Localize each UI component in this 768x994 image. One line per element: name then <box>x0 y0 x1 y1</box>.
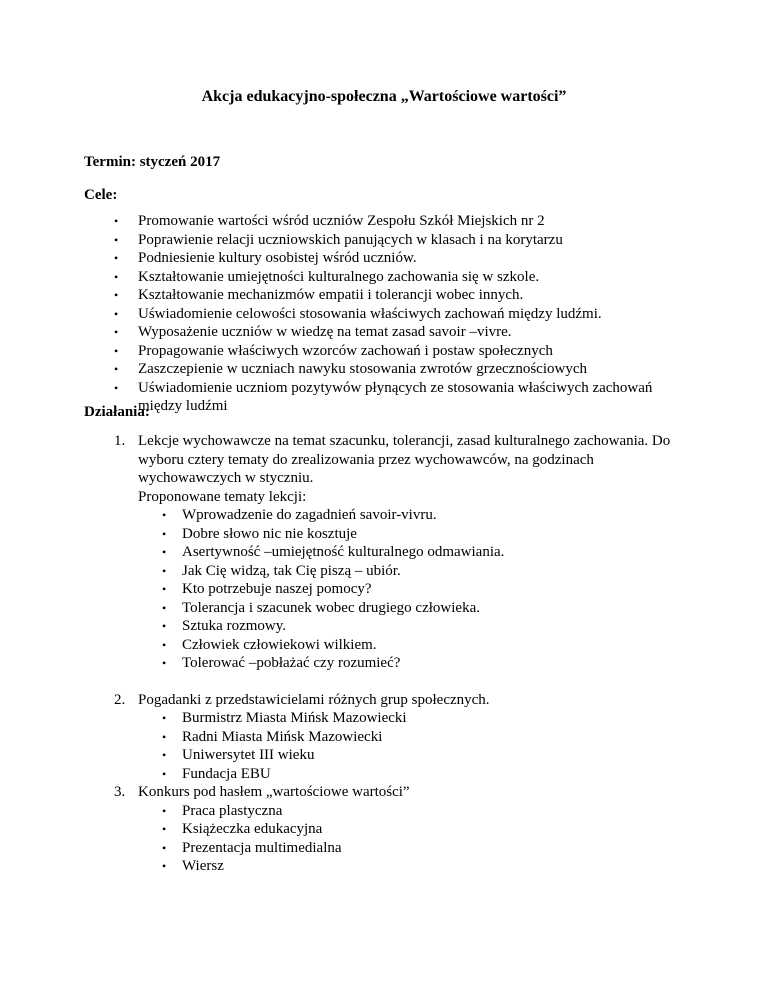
bullet-icon: • <box>162 729 167 744</box>
bullet-icon: • <box>162 748 167 762</box>
list-item: • Fundacja EBU <box>162 765 271 782</box>
bullet-icon: • <box>114 232 119 247</box>
goal-item: • Promowanie wartości wśród uczniów Zespołu Szkół Miejskich nr 2 <box>114 213 545 229</box>
bullet-icon: • <box>162 545 167 559</box>
action-text: Lekcje wychowawcze na temat szacunku, tolerancji, zasad kulturalnego zachowania. Do wyboru cztery tematy do zrealizowania przez wychowawców, na godzinach wychowawczych w styczniu. <box>138 433 671 486</box>
bullet-icon: • <box>162 859 167 873</box>
bullet-icon: • <box>162 563 167 578</box>
action-item <box>114 783 684 876</box>
goals-list <box>114 212 684 416</box>
spacer <box>138 673 684 691</box>
bullet-icon: • <box>162 637 167 652</box>
bullet-icon: • <box>114 214 119 228</box>
document-title: Akcja edukacyjno-społeczna „Wartościowe wartości” <box>201 88 567 105</box>
guests-list <box>138 709 684 783</box>
bullet-icon: • <box>114 343 119 358</box>
term-date: Termin: styczeń 2017 <box>84 154 221 170</box>
bullet-icon: • <box>162 656 167 670</box>
goal-item: • Kształtowanie umiejętności kulturalnego zachowania się w szkole. <box>114 268 540 285</box>
bullet-icon: • <box>162 582 167 596</box>
action-number: 2. <box>114 691 126 708</box>
lesson-topics-list <box>138 506 684 673</box>
bullet-icon: • <box>162 711 167 725</box>
goal-item: • Uświadomienie celowości stosowania właściwych zachowań między ludźmi. <box>114 305 602 322</box>
goal-item: • Podniesienie kultury osobistej wśród uczniów. <box>114 250 417 266</box>
action-text: Konkurs pod hasłem „wartościowe wartości” <box>138 784 410 800</box>
list-item: • Tolerować –pobłażać czy rozumieć? <box>162 655 401 671</box>
bullet-icon: • <box>114 251 119 265</box>
bullet-icon: • <box>162 766 167 781</box>
bullet-icon: • <box>114 306 119 321</box>
bullet-icon: • <box>162 822 167 836</box>
action-text: Pogadanki z przedstawicielami różnych grup społecznych. <box>138 691 490 708</box>
list-item: • Jak Cię widzą, tak Cię piszą – ubiór. <box>162 562 401 579</box>
contest-categories-list <box>138 802 684 876</box>
list-item: • Praca plastyczna <box>162 802 283 819</box>
bullet-icon: • <box>114 288 119 302</box>
actions-heading: Działania: <box>84 404 150 420</box>
bullet-icon: • <box>162 803 167 818</box>
action-item <box>114 691 684 784</box>
bullet-icon: • <box>114 269 119 284</box>
goal-item: • Wyposażenie uczniów w wiedzę na temat zasad savoir –vivre. <box>114 324 512 340</box>
list-item: • Sztuka rozmowy. <box>162 618 287 634</box>
list-item: • Kto potrzebuje naszej pomocy? <box>162 581 372 597</box>
list-item: • Dobre słowo nic nie kosztuje <box>162 525 357 542</box>
list-item: • Tolerancja i szacunek wobec drugiego człowieka. <box>162 599 480 616</box>
action-item <box>114 432 684 691</box>
list-item: • Wiersz <box>162 858 224 874</box>
bullet-icon: • <box>114 380 119 395</box>
goal-item: • Kształtowanie mechanizmów empatii i tolerancji wobec innych. <box>114 287 524 303</box>
bullet-icon: • <box>162 600 167 615</box>
bullet-icon: • <box>162 840 167 855</box>
list-item: • Wprowadzenie do zagadnień savoir-vivru. <box>162 507 437 523</box>
goals-heading: Cele: <box>84 187 118 203</box>
action-intro: Proponowane tematy lekcji: <box>138 488 307 505</box>
list-item: • Burmistrz Miasta Mińsk Mazowiecki <box>162 710 407 726</box>
list-item: • Człowiek człowiekowi wilkiem. <box>162 636 377 653</box>
bullet-icon: • <box>162 526 167 541</box>
goal-item: • Propagowanie właściwych wzorców zachowań i postaw społecznych <box>114 342 553 359</box>
bullet-icon: • <box>162 619 167 633</box>
goal-item: • Poprawienie relacji uczniowskich panujących w klasach i na korytarzu <box>114 231 563 248</box>
list-item: • Prezentacja multimedialna <box>162 839 342 856</box>
list-item: • Książeczka edukacyjna <box>162 821 323 837</box>
action-number: 3. <box>114 784 126 800</box>
bullet-icon: • <box>162 508 167 522</box>
bullet-icon: • <box>114 362 119 376</box>
list-item: • Uniwersytet III wieku <box>162 747 315 763</box>
action-number: 1. <box>114 433 126 449</box>
goal-item: • Zaszczepienie w uczniach nawyku stosowania zwrotów grzecznościowych <box>114 361 587 377</box>
list-item: • Asertywność –umiejętność kulturalnego odmawiania. <box>162 544 505 560</box>
list-item: • Radni Miasta Mińsk Mazowiecki <box>162 728 383 745</box>
goal-item: • Uświadomienie uczniom pozytywów płynących ze stosowania właściwych zachowań między ludźmi <box>114 379 653 414</box>
actions-list <box>114 432 684 876</box>
bullet-icon: • <box>114 325 119 339</box>
